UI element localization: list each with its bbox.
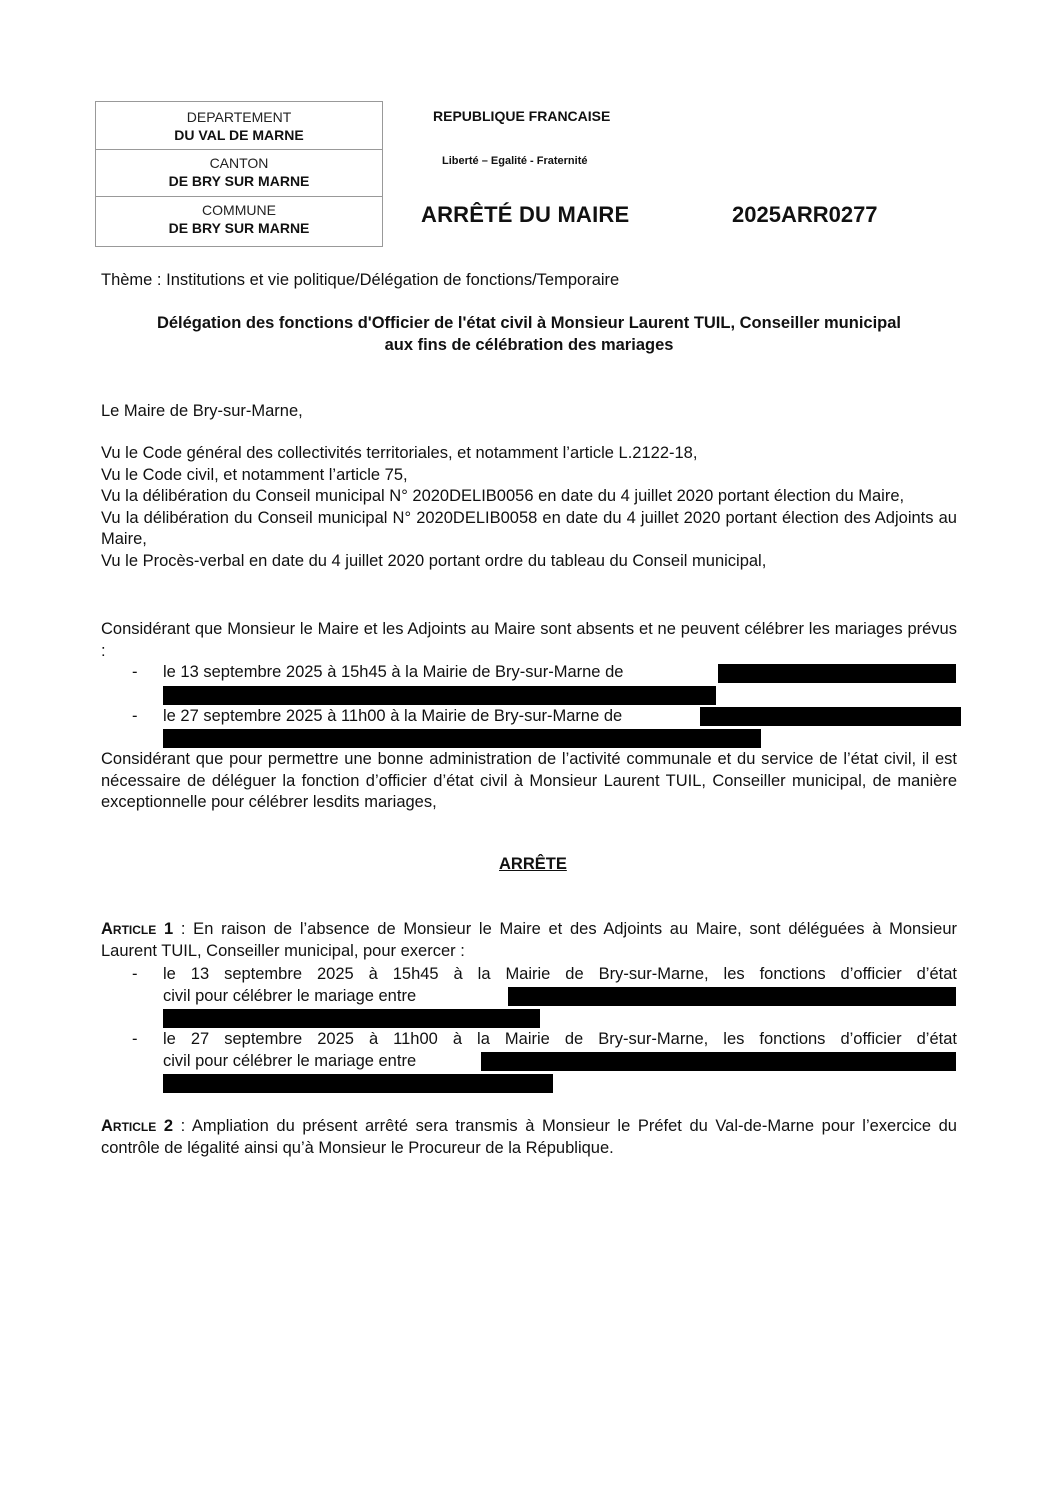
vu-item: Vu la délibération du Conseil municipal N° 2020DELIB0058 en date du 4 juillet 2020 portant élection des Adjoints au Maire, [101, 508, 957, 548]
canton-value: DE BRY SUR MARNE [168, 173, 310, 189]
republic-heading: REPUBLIQUE FRANCAISE [433, 108, 611, 124]
mariage-item: le 13 septembre 2025 à 15h45 à la Mairie de Bry-sur-Marne de [163, 663, 624, 681]
vu-item: Vu la délibération du Conseil municipal N° 2020DELIB0056 en date du 4 juillet 2020 portant élection du Maire, [101, 487, 905, 505]
list-dash: - [132, 663, 138, 681]
departement-cell [96, 108, 382, 144]
header-divider [96, 149, 382, 150]
redaction-bar [481, 1052, 956, 1071]
article-item-line: civil pour célébrer le mariage entre [163, 987, 417, 1005]
canton-label: CANTON [209, 155, 269, 171]
considerant-1: Considérant que Monsieur le Maire et les Adjoints au Maire sont absents et ne peuvent célébrer les mariages prévus : [101, 620, 957, 660]
redaction-bar [700, 707, 961, 726]
theme-line: Thème : Institutions et vie politique/Délégation de fonctions/Temporaire [101, 271, 620, 289]
mariage-item: le 27 septembre 2025 à 11h00 à la Mairie de Bry-sur-Marne de [163, 707, 623, 725]
article-text: : En raison de l’absence de Monsieur le Maire et des Adjoints au Maire, sont déléguées à Monsieur Laurent TUIL, Conseiller municipal, pour exercer : [101, 920, 957, 960]
list-dash: - [132, 965, 138, 983]
header-box [95, 101, 383, 247]
vu-list [101, 443, 957, 572]
header-divider [96, 196, 382, 197]
article-text: : Ampliation du présent arrêté sera transmis à Monsieur le Préfet du Val-de-Marne pour l’exercice du contrôle de légalité ainsi qu’à Monsieur le Procureur de la République. [101, 1117, 957, 1157]
article-label: Article 2 [101, 1117, 173, 1135]
list-dash: - [132, 1030, 138, 1048]
article-label: Article 1 [101, 920, 174, 938]
motto: Liberté – Egalité - Fraternité [442, 155, 588, 167]
arrete-heading: ARRÊTE [499, 855, 567, 873]
redaction-bar [508, 987, 956, 1006]
canton-cell [96, 154, 382, 190]
commune-cell [96, 201, 382, 237]
article-2 [101, 1116, 957, 1159]
redaction-bar [163, 686, 716, 705]
article-1 [101, 919, 957, 962]
vu-item: Vu le Code civil, et notamment l’article 75, [101, 465, 408, 484]
redaction-bar [163, 1009, 540, 1028]
subject-line: Délégation des fonctions d'Officier de l'état civil à Monsieur Laurent TUIL, Conseiller municipal [156, 314, 902, 332]
mayor-line: Le Maire de Bry-sur-Marne, [101, 402, 303, 420]
redaction-bar [718, 664, 956, 683]
departement-label: DEPARTEMENT [186, 109, 292, 125]
commune-label: COMMUNE [202, 202, 276, 218]
subject-line: aux fins de célébration des mariages [384, 336, 674, 354]
article-item-line: le 27 septembre 2025 à 11h00 à la Mairie de Bry-sur-Marne, les fonctions d’officier d’état [163, 1030, 957, 1048]
article-item-line: le 13 septembre 2025 à 15h45 à la Mairie de Bry-sur-Marne, les fonctions d’officier d’état [163, 965, 957, 983]
redaction-bar [163, 1074, 553, 1093]
vu-item: Vu le Procès-verbal en date du 4 juillet 2020 portant ordre du tableau du Conseil municipal, [101, 551, 767, 570]
document-number: 2025ARR0277 [732, 202, 878, 227]
subject [101, 312, 957, 356]
list-dash: - [132, 707, 138, 725]
redaction-bar [163, 729, 761, 748]
considerant-2: Considérant que pour permettre une bonne administration de l’activité communale et du service de l’état civil, il est nécessaire de déléguer la fonction d’officier d’état civil à Monsieur Laurent TUIL, Conseiller municipal, de manière exceptionnelle pour célébrer lesdits mariages, [101, 750, 957, 811]
departement-value: DU VAL DE MARNE [174, 127, 304, 143]
article-item-line: civil pour célébrer le mariage entre [163, 1052, 417, 1070]
document-title: ARRÊTÉ DU MAIRE [421, 202, 630, 227]
commune-value: DE BRY SUR MARNE [168, 220, 310, 236]
vu-item: Vu le Code général des collectivités territoriales, et notamment l’article L.2122-18, [101, 444, 698, 462]
